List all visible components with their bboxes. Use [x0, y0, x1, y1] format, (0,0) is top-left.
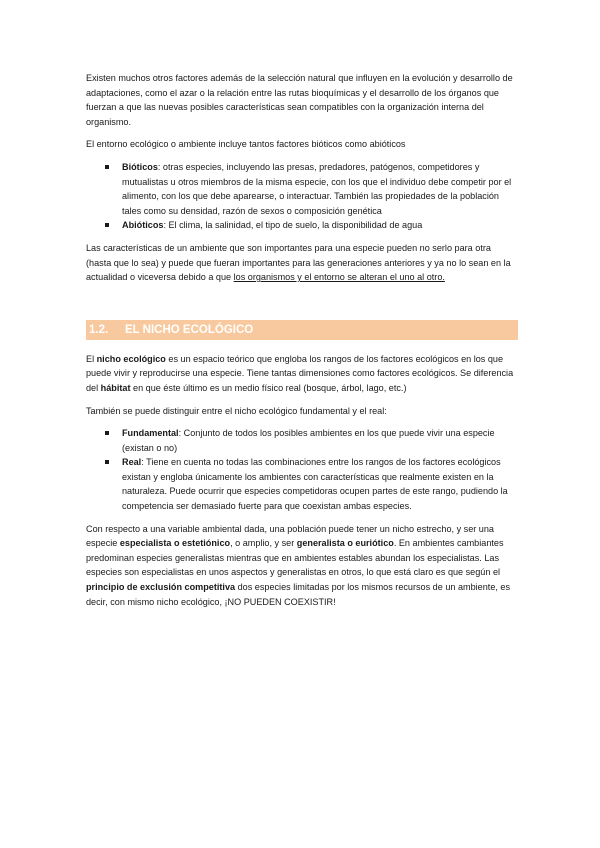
list-term: Abióticos	[122, 220, 164, 231]
list-term: Bióticos	[122, 161, 158, 172]
paragraph-text: , o amplio, y ser	[230, 538, 297, 549]
niche-paragraph-3	[86, 522, 518, 610]
square-bullet-icon	[105, 431, 109, 435]
page-content	[86, 71, 518, 617]
niche-paragraph-1	[86, 352, 518, 396]
niche-paragraph-2: También se puede distinguir entre el nicho ecológico fundamental y el real:	[86, 405, 387, 416]
bold-term: nicho ecológico	[96, 353, 166, 364]
list-item-real	[86, 455, 518, 513]
paragraph-text: Las características de un ambiente que son importantes para una especie pueden no serlo para otra (hasta que lo sea) y puede que fueran importantes para las generaciones anteriores y ya no lo sean en la actualidad o viceversa debido a que	[86, 242, 511, 283]
list-text: : otras especies, incluyendo las presas, predadores, patógenos, competidores y mutualistas u otros miembros de la misma especie, con los que el individuo debe competir por el alimento, con los que debe aparearse, o interactuar. También las propiedades de la población tales como su densidad, razón de sexos o composición genética	[122, 161, 512, 216]
bold-term: principio de exclusión competitiva	[86, 582, 236, 593]
list-term: Fundamental	[122, 428, 179, 439]
niche-list	[86, 426, 518, 514]
list-text: : Conjunto de todos los posibles ambientes en los que puede vivir una especie (existan o no)	[122, 428, 495, 453]
paragraph-text: El	[86, 353, 97, 364]
paragraph-text: en que éste último es un medio físico real (bosque, árbol, lago, etc.)	[130, 382, 407, 393]
section-number: 1.2.	[89, 323, 109, 336]
bold-term: generalista o euriótico	[296, 538, 394, 549]
list-item-bioticos	[86, 160, 518, 218]
paragraph-text: es un espacio teórico que engloba los rangos de los factores ecológicos en los que puede vivir y reproducirse una especie. Tiene tantas dimensiones como factores ecológicos. Se diferencia del	[86, 353, 514, 393]
list-text: : El clima, la salinidad, el tipo de suelo, la disponibilidad de agua	[163, 220, 423, 231]
list-item-abioticos	[86, 218, 518, 233]
bold-term: hábitat	[100, 382, 131, 393]
section-heading	[86, 320, 518, 340]
square-bullet-icon	[105, 460, 109, 464]
factor-list	[86, 160, 518, 233]
bold-term: especialista o estetiónico	[119, 538, 231, 549]
list-item-fundamental	[86, 426, 518, 455]
square-bullet-icon	[105, 223, 109, 227]
section-title: EL NICHO ECOLÓGICO	[125, 323, 254, 336]
underlined-text: los organismos y el entorno se alteran el uno al otro.	[233, 272, 445, 283]
intro-paragraph-2: El entorno ecológico o ambiente incluye tantos factores bióticos como abióticos	[86, 139, 406, 150]
paragraph-text: dos especies limitadas por los mismos recursos de un ambiente, es decir, con mismo nicho ecológico, ¡NO PUEDEN COEXISTIR!	[86, 582, 511, 607]
intro-paragraph-3	[86, 241, 518, 285]
list-term: Real	[122, 457, 142, 468]
intro-paragraph-1: Existen muchos otros factores además de la selección natural que influyen en la evolución y desarrollo de adaptaciones, como el azar o la relación entre las rutas bioquímicas y el desarrollo de los órganos que fuerzan a que las nuevas posibles características sean compatibles con la organización interna del organismo.	[86, 73, 513, 127]
square-bullet-icon	[105, 165, 109, 169]
paragraph-text: Con respecto a una variable ambiental dada, una población puede tener un nicho estrecho, y ser una especie	[86, 523, 494, 549]
paragraph-text: . En ambientes cambiantes predominan especies generalistas mientras que en ambientes estables abundan los especialistas. Las especies son especialistas en unos aspectos y generalistas en otros, lo que está claro es que según el	[86, 538, 504, 578]
list-text: : Tiene en cuenta no todas las combinaciones entre los rangos de los factores ecológicos existan y engloba únicamente los ambientes con características que realmente existen en la naturaleza. Puede ocurrir que especies competidoras ocupen partes de este rango, pudiendo la competencia ser demasiado fuerte para que coexistan ambas especies.	[122, 457, 508, 512]
